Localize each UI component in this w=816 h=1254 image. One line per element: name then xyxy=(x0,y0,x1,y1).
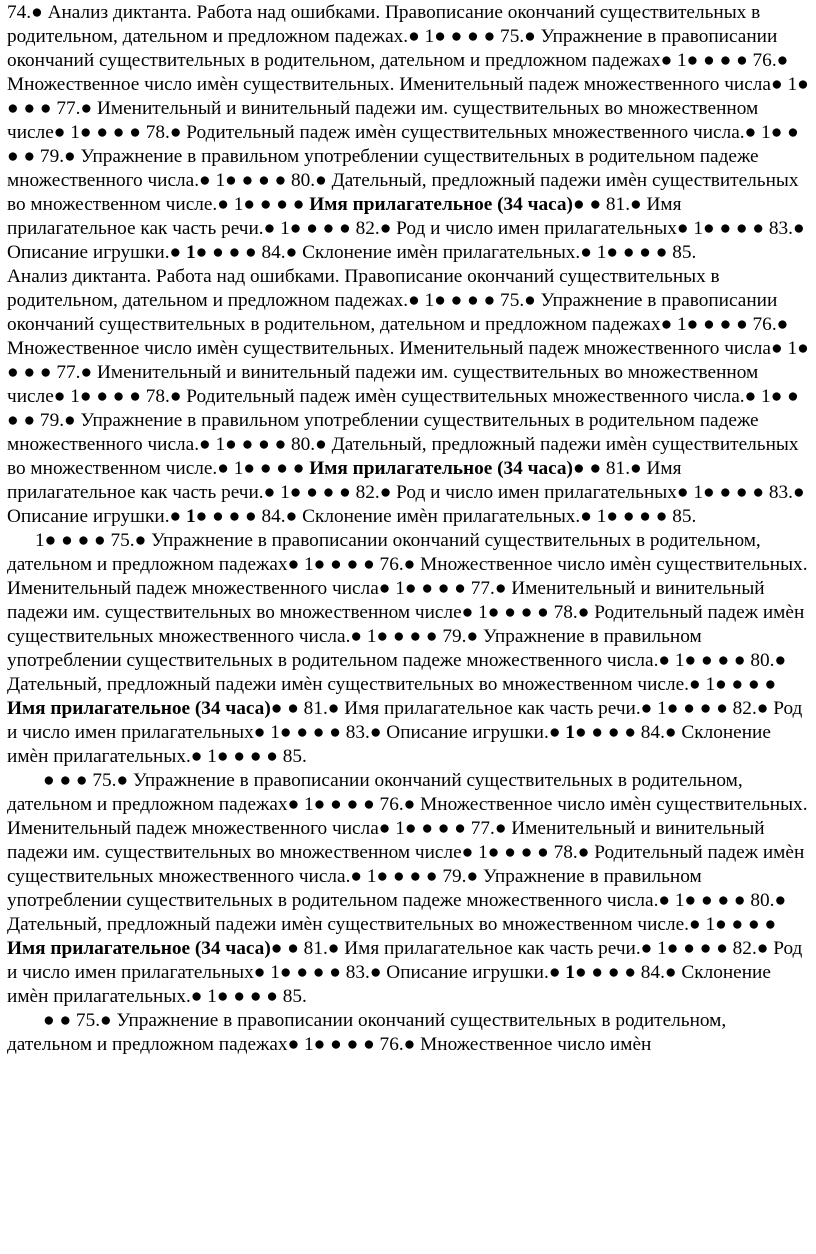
bold-hour-count: 1 xyxy=(565,962,575,983)
lesson-plan-block-3 xyxy=(0,529,816,769)
text-segment: ● ● ● 75.● Упражнение в правописании окончаний существительных в родительном, дательном и предложном падежах● 1● ● ● ● 76.● Множественное число имѐн существительных. Именительный падеж множественного числа● 1● ● ● ● 77.● Именительный и винительный падежи им. существительных во множественном числе● 1● ● ● ● 78.● Родительный падеж имѐн существительных множественного числа.● 1● ● ● ● 79.● Упражнение в правильном употреблении существительных в родительном падеже множественного числа.● 1● ● ● ● 80.● Дательный, предложный падежи имѐн существительных во множественном числе.● 1● ● ● ● xyxy=(7,770,808,935)
section-heading-adjective: Имя прилагательное (34 часа)● ● xyxy=(7,698,299,719)
lesson-plan-block-5 xyxy=(0,1009,816,1057)
section-heading-adjective: Имя прилагательное (34 часа)● ● xyxy=(309,458,602,479)
lesson-plan-block-2 xyxy=(0,265,816,529)
text-segment: ● ● 75.● Упражнение в правописании окончаний существительных в родительном, дательном и предложном падежах● 1● ● ● ● 76.● Множественное число имѐн xyxy=(7,1010,727,1055)
text-segment: 81.● Имя прилагательное как часть речи.● 1● ● ● ● 82.● Род и число имен прилагательных● 1● ● ● ● 83.● Описание игрушки.● xyxy=(7,938,803,983)
text-segment: Анализ диктанта. Работа над ошибками. Правописание окончаний существительных в родительном, дательном и предложном падежах.● 1● ● ● ● 75.● Упражнение в правописании окончаний существительных в родительном, дательном и предложном падежах● 1● ● ● ● 76.● Множественное число имѐн существительных. Именительный падеж множественного числа● 1● ● ● ● 77.● Именительный и винительный падежи им. существительных во множественном числе● 1● ● ● ● 78.● Родительный падеж имѐн существительных множественного числа.● 1● ● ● ● 79.● Упражнение в правильном употреблении существительных в родительном падеже множественного числа.● 1● ● ● ● 80.● Дательный, предложный падежи имѐн существительных во множественном числе.● 1● ● ● ● xyxy=(7,266,809,479)
bold-hour-count: 1 xyxy=(186,506,196,527)
bold-hour-count: 1 xyxy=(186,242,196,263)
lesson-plan-block-1 xyxy=(0,1,816,265)
text-segment: 81.● Имя прилагательное как часть речи.● 1● ● ● ● 82.● Род и число имен прилагательных● 1● ● ● ● 83.● Описание игрушки.● xyxy=(7,458,805,527)
text-segment: ● ● ● ● 84.● Склонение имѐн прилагательных.● 1● ● ● ● 85. xyxy=(7,962,771,1007)
section-heading-adjective: Имя прилагательное (34 часа)● ● xyxy=(7,938,299,959)
text-segment: ● ● ● ● 84.● Склонение имѐн прилагательных.● 1● ● ● ● 85. xyxy=(195,242,697,263)
text-segment: 81.● Имя прилагательное как часть речи.● 1● ● ● ● 82.● Род и число имен прилагательных● 1● ● ● ● 83.● Описание игрушки.● xyxy=(7,194,805,263)
text-segment: 74.● Анализ диктанта. Работа над ошибками. Правописание окончаний существительных в родительном, дательном и предложном падежах.● 1● ● ● ● 75.● Упражнение в правописании окончаний существительных в родительном, дательном и предложном падежах● 1● ● ● ● 76.● Множественное число имѐн существительных. Именительный падеж множественного числа● 1● ● ● ● 77.● Именительный и винительный падежи им. существительных во множественном числе● 1● ● ● ● 78.● Родительный падеж имѐн существительных множественного числа.● 1● ● ● ● 79.● Упражнение в правильном употреблении существительных в родительном падеже множественного числа.● 1● ● ● ● 80.● Дательный, предложный падежи имѐн существительных во множественном числе.● 1● ● ● ● xyxy=(7,2,809,215)
text-segment: ● ● ● ● 84.● Склонение имѐн прилагательных.● 1● ● ● ● 85. xyxy=(195,506,697,527)
bold-hour-count: 1 xyxy=(565,722,575,743)
lesson-plan-block-4 xyxy=(0,769,816,1009)
text-segment: ● ● ● ● 84.● Склонение имѐн прилагательных.● 1● ● ● ● 85. xyxy=(7,722,771,767)
section-heading-adjective: Имя прилагательное (34 часа)● ● xyxy=(309,194,602,215)
text-segment: 81.● Имя прилагательное как часть речи.● 1● ● ● ● 82.● Род и число имен прилагательных● 1● ● ● ● 83.● Описание игрушки.● xyxy=(7,698,803,743)
text-segment: 1● ● ● ● 75.● Упражнение в правописании окончаний существительных в родительном, дательном и предложном падежах● 1● ● ● ● 76.● Множественное число имѐн существительных. Именительный падеж множественного числа● 1● ● ● ● 77.● Именительный и винительный падежи им. существительных во множественном числе● 1● ● ● ● 78.● Родительный падеж имѐн существительных множественного числа.● 1● ● ● ● 79.● Упражнение в правильном употреблении существительных в родительном падеже множественного числа.● 1● ● ● ● 80.● Дательный, предложный падежи имѐн существительных во множественном числе.● 1● ● ● ● xyxy=(7,530,808,695)
